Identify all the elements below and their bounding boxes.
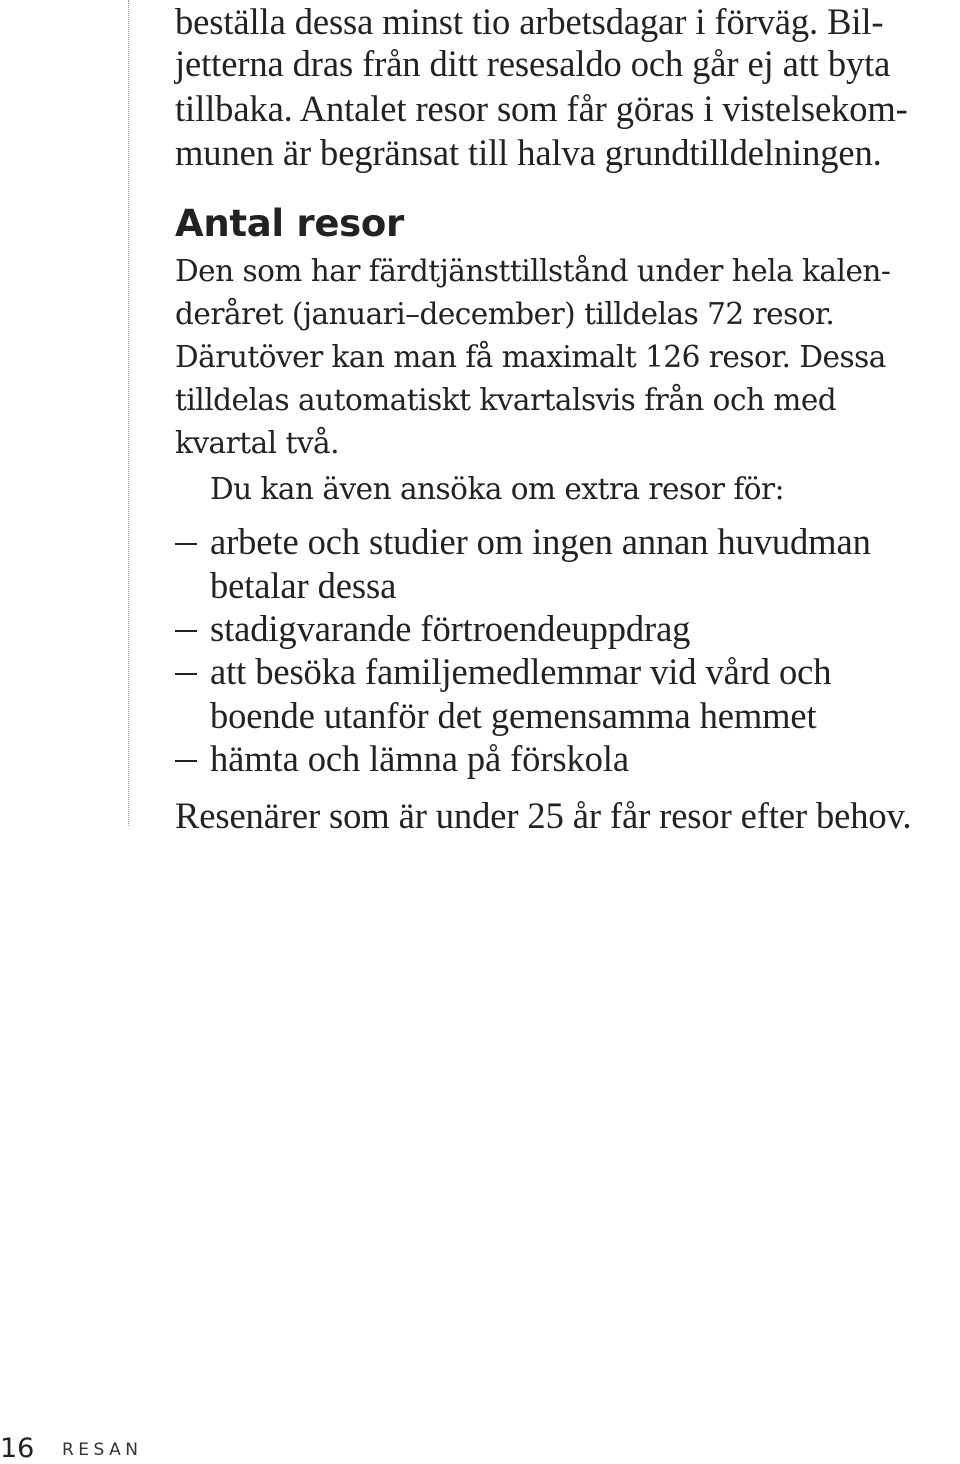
list-item-text-continued: betalar dessa — [210, 565, 397, 606]
extra-resor-intro: Du kan även ansöka om extra resor för: — [210, 472, 785, 506]
page-number: 16 — [0, 1433, 35, 1464]
list-item-text: stadigvarande förtroendeuppdrag — [210, 608, 691, 649]
dash-bullet — [175, 630, 197, 632]
paragraph-line-4: tilldelas automatiskt kvartalsvis från och med — [175, 383, 837, 417]
running-title: RESAN — [62, 1440, 143, 1460]
list-item-text: att besöka familjemedlemmar vid vård och — [210, 651, 832, 692]
list-item-text-continued: boende utanför det gemensamma hemmet — [210, 695, 817, 736]
paragraph-line-2: deråret (januari–december) tilldelas 72 resor. — [175, 297, 835, 331]
dash-bullet — [175, 543, 197, 545]
intro-line-1: beställa dessa minst tio arbetsdagar i förväg. Bil- — [175, 1, 884, 42]
dash-bullet — [175, 673, 197, 675]
section-heading: Antal resor — [175, 202, 404, 245]
intro-line-4: munen är begränsat till halva grundtilldelningen. — [175, 132, 882, 173]
paragraph-line-1: Den som har färdtjänsttillstånd under hela kalen- — [175, 254, 891, 288]
paragraph-line-5: kvartal två. — [175, 426, 339, 460]
paragraph-line-3: Därutöver kan man få maximalt 126 resor. Dessa — [175, 340, 886, 374]
dash-bullet — [175, 760, 197, 762]
margin-dotted-rule — [128, 0, 129, 826]
list-item-text: hämta och lämna på förskola — [210, 738, 629, 779]
closing-sentence: Resenärer som är under 25 år får resor efter behov. — [175, 795, 912, 836]
list-item-text: arbete och studier om ingen annan huvudman — [210, 521, 871, 562]
intro-line-3: tillbaka. Antalet resor som får göras i vistelsekom- — [175, 88, 908, 129]
intro-line-2: jetterna dras från ditt resesaldo och går ej att byta — [175, 43, 891, 84]
